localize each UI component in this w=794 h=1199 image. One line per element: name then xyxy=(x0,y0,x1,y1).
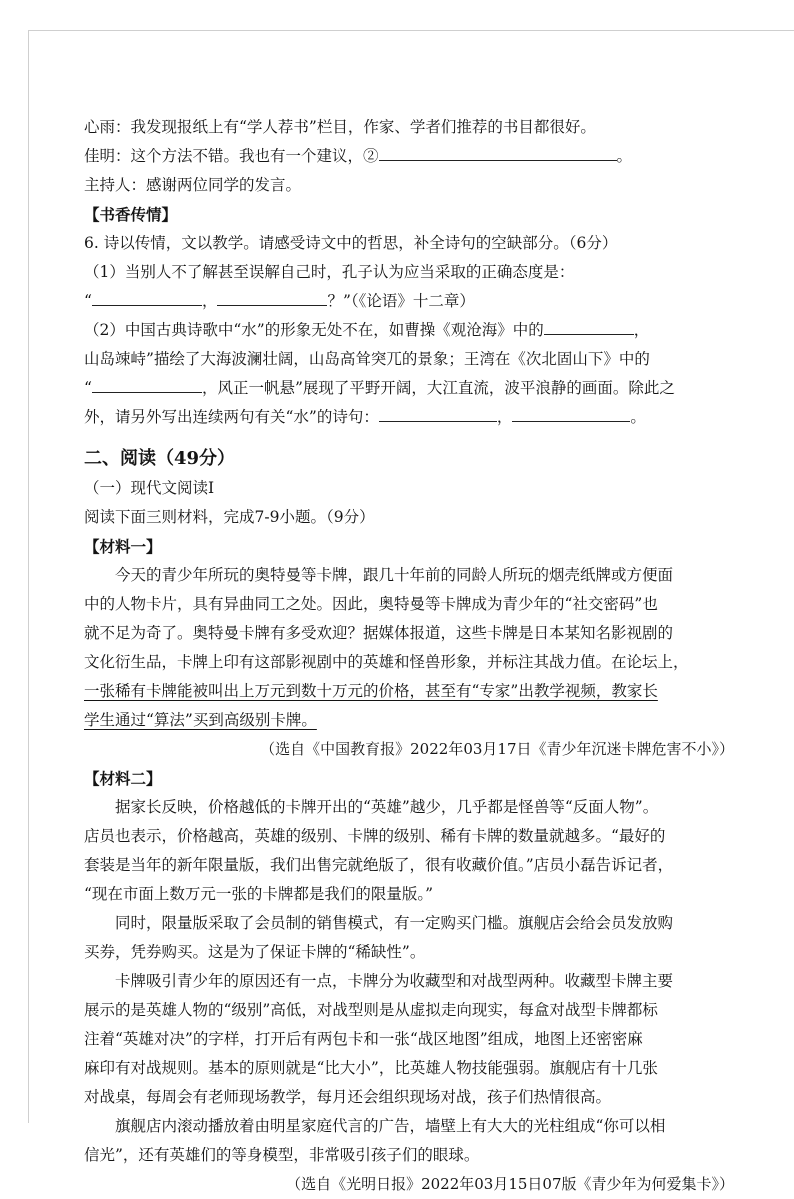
q62-text-d: 外，请另外写出连续两句有关“水”的诗句： xyxy=(84,408,379,426)
question-6-2-line1 xyxy=(84,316,764,345)
page-border-left xyxy=(28,30,29,1123)
material-2-line: 卡牌吸引青少年的原因还有一点，卡牌分为收藏型和对战型两种。收藏型卡牌主要 xyxy=(115,972,674,990)
question-6-2-line3 xyxy=(84,374,764,403)
material-1-underlined-line: 学生通过“算法”买到高级别卡牌。 xyxy=(84,711,317,729)
open-quote: “ xyxy=(84,292,92,310)
page-border-top xyxy=(28,30,794,31)
q62-open-quote: “ xyxy=(84,379,92,397)
reading-instruction: 阅读下面三则材料，完成7-9小题。（9分） xyxy=(84,508,375,526)
q62-comma-a: ， xyxy=(633,321,650,339)
q62-comma-d: ， xyxy=(496,408,513,426)
material-1-underlined-line: 一张稀有卡牌能被叫出上万元到数十万元的价格，甚至有“专家”出教学视频，教家长 xyxy=(84,682,658,700)
material-2-line: 店员也表示，价格越高，英雄的级别、卡牌的级别、稀有卡牌的数量就越多。“最好的 xyxy=(84,827,666,845)
question-6-2-line4 xyxy=(84,403,764,432)
material-1-line: 中的人物卡片，具有异曲同工之处。因此，奥特曼等卡牌成为青少年的“社交密码”也 xyxy=(84,595,658,613)
material-1-line: 文化衍生品，卡牌上印有这部影视剧中的英雄和怪兽形象，并标注其战力值。在论坛上， xyxy=(84,653,689,671)
answer-blank-6-2a[interactable] xyxy=(544,320,634,335)
material-1-title: 【材料一】 xyxy=(84,537,162,556)
dialog-line-jiaming xyxy=(84,142,764,171)
dialog-jiaming-end: 。 xyxy=(616,147,633,165)
answer-blank-6-1a[interactable] xyxy=(92,291,202,306)
question-6: 6. 诗以传情，文以教学。请感受诗文中的哲思，补全诗句的空缺部分。（6分） xyxy=(84,234,618,252)
document-content xyxy=(84,113,764,1199)
q62-text-c: ，风正一帆悬”展现了平野开阔，大江直流，波平浪静的画面。除此之 xyxy=(201,379,675,397)
answer-blank-6-2b[interactable] xyxy=(92,378,202,393)
answer-blank-6-1b[interactable] xyxy=(217,291,327,306)
subsection-modern-reading: （一）现代文阅读Ⅰ xyxy=(84,479,215,497)
material-2-line: 信光”，还有英雄们的等身模型，非常吸引孩子们的眼球。 xyxy=(84,1146,480,1164)
section-title-shuxiang: 【书香传情】 xyxy=(84,205,178,224)
dialog-line-xinyu: 心雨：我发现报纸上有“学人荐书”栏目，作家、学者们推荐的书目都很好。 xyxy=(84,118,596,136)
answer-blank-6-2c[interactable] xyxy=(379,407,497,422)
answer-blank-6-2d[interactable] xyxy=(512,407,630,422)
material-2-line: 同时，限量版采取了会员制的销售模式，有一定购买门槛。旗舰店会给会员发放购 xyxy=(115,914,674,932)
material-1-source: （选自《中国教育报》2022年03月17日《青少年沉迷卡牌危害不小》） xyxy=(260,740,734,758)
material-2-line: 据家长反映，价格越低的卡牌开出的“英雄”越少，几乎都是怪兽等“反面人物”。 xyxy=(115,798,659,816)
material-2-line: 麻印有对战规则。基本的原则就是“比大小”，比英雄人物技能强弱。旗舰店有十几张 xyxy=(84,1059,658,1077)
question-6-1-source: ？”（《论语》十二章） xyxy=(327,292,475,310)
material-2-source: （选自《光明日报》2022年03月15日07版《青少年为何爱集卡》） xyxy=(286,1175,734,1193)
material-2-title: 【材料二】 xyxy=(84,769,162,788)
material-2-line: 套装是当年的新年限量版，我们出售完就绝版了，很有收藏价值。”店员小磊告诉记者， xyxy=(84,856,674,874)
q62-text-a: （2）中国古典诗歌中“水”的形象无处不在，如曹操《观沧海》中的 xyxy=(84,321,544,339)
question-6-1-blanks xyxy=(84,287,764,316)
section-title-reading: 二、阅读（49分） xyxy=(84,448,236,469)
question-6-2-line2: 山岛竦峙”描绘了大海波澜壮阔，山岛高耸突兀的景象；王湾在《次北固山下》中的 xyxy=(84,350,650,368)
answer-blank-2[interactable] xyxy=(379,146,617,161)
material-1-line: 今天的青少年所玩的奥特曼等卡牌，跟几十年前的同龄人所玩的烟壳纸牌或方便面 xyxy=(115,566,674,584)
material-2-line: “现在市面上数万元一张的卡牌都是我们的限量版。” xyxy=(84,885,434,903)
material-2-line: 对战桌，每周会有老师现场教学，每月还会组织现场对战，孩子们热情很高。 xyxy=(84,1088,612,1106)
material-1-line: 就不足为奇了。奥特曼卡牌有多受欢迎？据媒体报道，这些卡牌是日本某知名影视剧的 xyxy=(84,624,674,642)
material-2-line: 注着“英雄对决”的字样，打开后有两包卡和一张“战区地图”组成，地图上还密密麻 xyxy=(84,1030,643,1048)
material-2-line: 旗舰店内滚动播放着由明星家庭代言的广告，墙壁上有大大的光柱组成“你可以相 xyxy=(115,1117,666,1135)
material-2-line: 展示的是英雄人物的“级别”高低，对战型则是从虚拟走向现实，每盒对战型卡牌都标 xyxy=(84,1001,658,1019)
question-6-1-prompt: （1）当别人不了解甚至误解自己时，孔子认为应当采取的正确态度是： xyxy=(84,263,575,281)
comma: ， xyxy=(201,292,218,310)
dialog-line-host: 主持人：感谢两位同学的发言。 xyxy=(84,176,302,194)
q62-end-d: 。 xyxy=(630,408,646,426)
dialog-jiaming-text: 佳明：这个方法不错。我也有一个建议，② xyxy=(84,147,379,165)
material-2-line: 买券，凭券购买。这是为了保证卡牌的“稀缺性”。 xyxy=(84,943,426,961)
